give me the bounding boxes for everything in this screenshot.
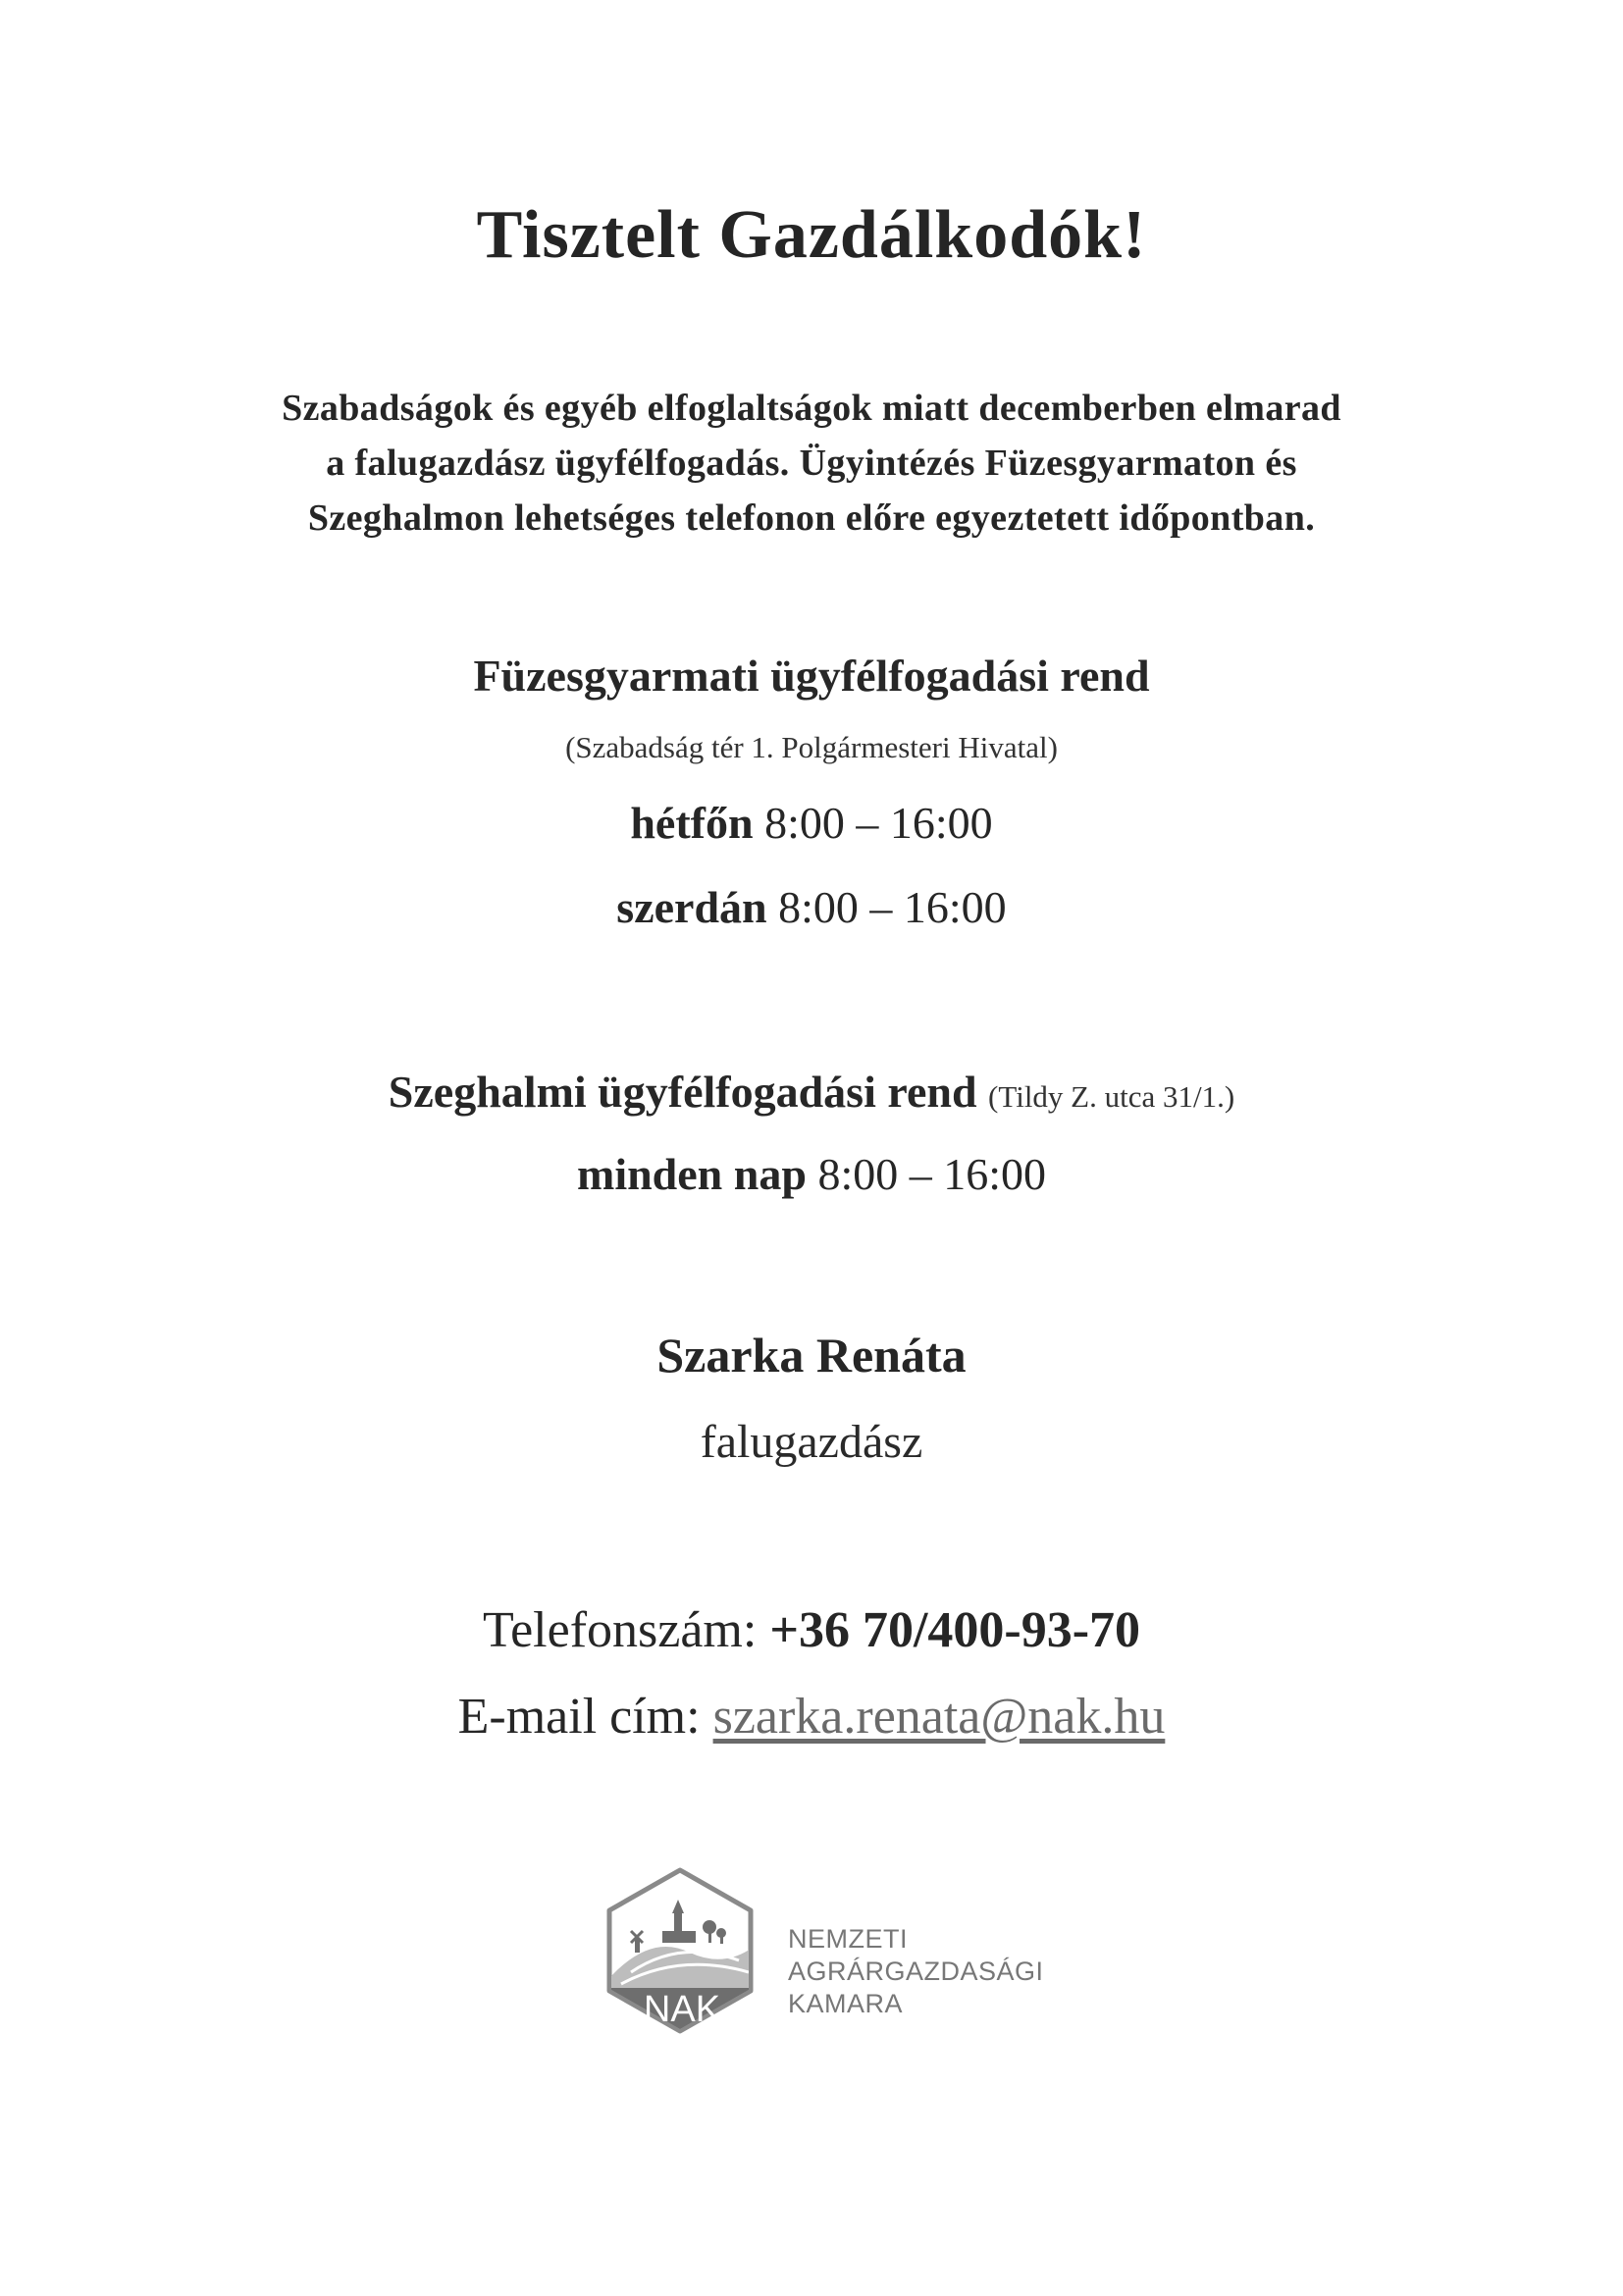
schedule-time: 8:00 – 16:00 [817,1149,1046,1199]
phone-line [0,1601,1623,1659]
schedule-time: 8:00 – 16:00 [764,798,993,848]
email-label: E-mail cím: [457,1689,701,1745]
fuzesgyarmat-schedule-monday [0,797,1623,849]
intro-paragraph [0,381,1623,546]
fuzesgyarmat-address: (Szabadság tér 1. Polgármesteri Hivatal) [565,730,1058,764]
nak-abbreviation: NAK [643,1989,721,2030]
fuzesgyarmat-heading: Füzesgyarmati ügyfélfogadási rend [473,651,1150,701]
phone-number: +36 70/400-93-70 [769,1602,1141,1658]
nak-wordmark [788,1923,1044,2020]
intro-line: Szeghalmon lehetséges telefonon előre egyeztetett időpontban. [307,497,1316,539]
szeghalom-heading: Szeghalmi ügyfélfogadási rend [388,1067,977,1117]
page-title: Tisztelt Gazdálkodók! [476,197,1147,273]
intro-line: a falugazdász ügyfélfogadás. Ügyintézés Füzesgyarmaton és [326,443,1297,484]
schedule-time: 8:00 – 16:00 [778,882,1007,932]
wordmark-line: NEMZETI [788,1924,908,1954]
szeghalom-schedule [0,1148,1623,1200]
szeghalom-heading-row [0,1066,1623,1118]
schedule-day: hétfőn [630,798,754,848]
nak-badge-icon [592,1862,768,2039]
szeghalom-address: (Tildy Z. utca 31/1.) [988,1079,1235,1114]
nak-logo [592,1862,1044,2039]
schedule-day: minden nap [577,1149,807,1199]
email-line [0,1688,1623,1746]
email-link[interactable]: szarka.renata@nak.hu [712,1689,1166,1745]
fuzesgyarmat-schedule-wednesday [0,881,1623,933]
contact-name: Szarka Renáta [656,1328,967,1383]
contact-role: falugazdász [700,1416,923,1468]
wordmark-line: AGRÁRGAZDASÁGI [788,1957,1044,1986]
intro-line: Szabadságok és egyéb elfoglaltságok miatt decemberben elmarad [282,388,1341,429]
wordmark-line: KAMARA [788,1989,904,2018]
schedule-day: szerdán [616,882,767,932]
phone-label: Telefonszám: [482,1602,758,1658]
